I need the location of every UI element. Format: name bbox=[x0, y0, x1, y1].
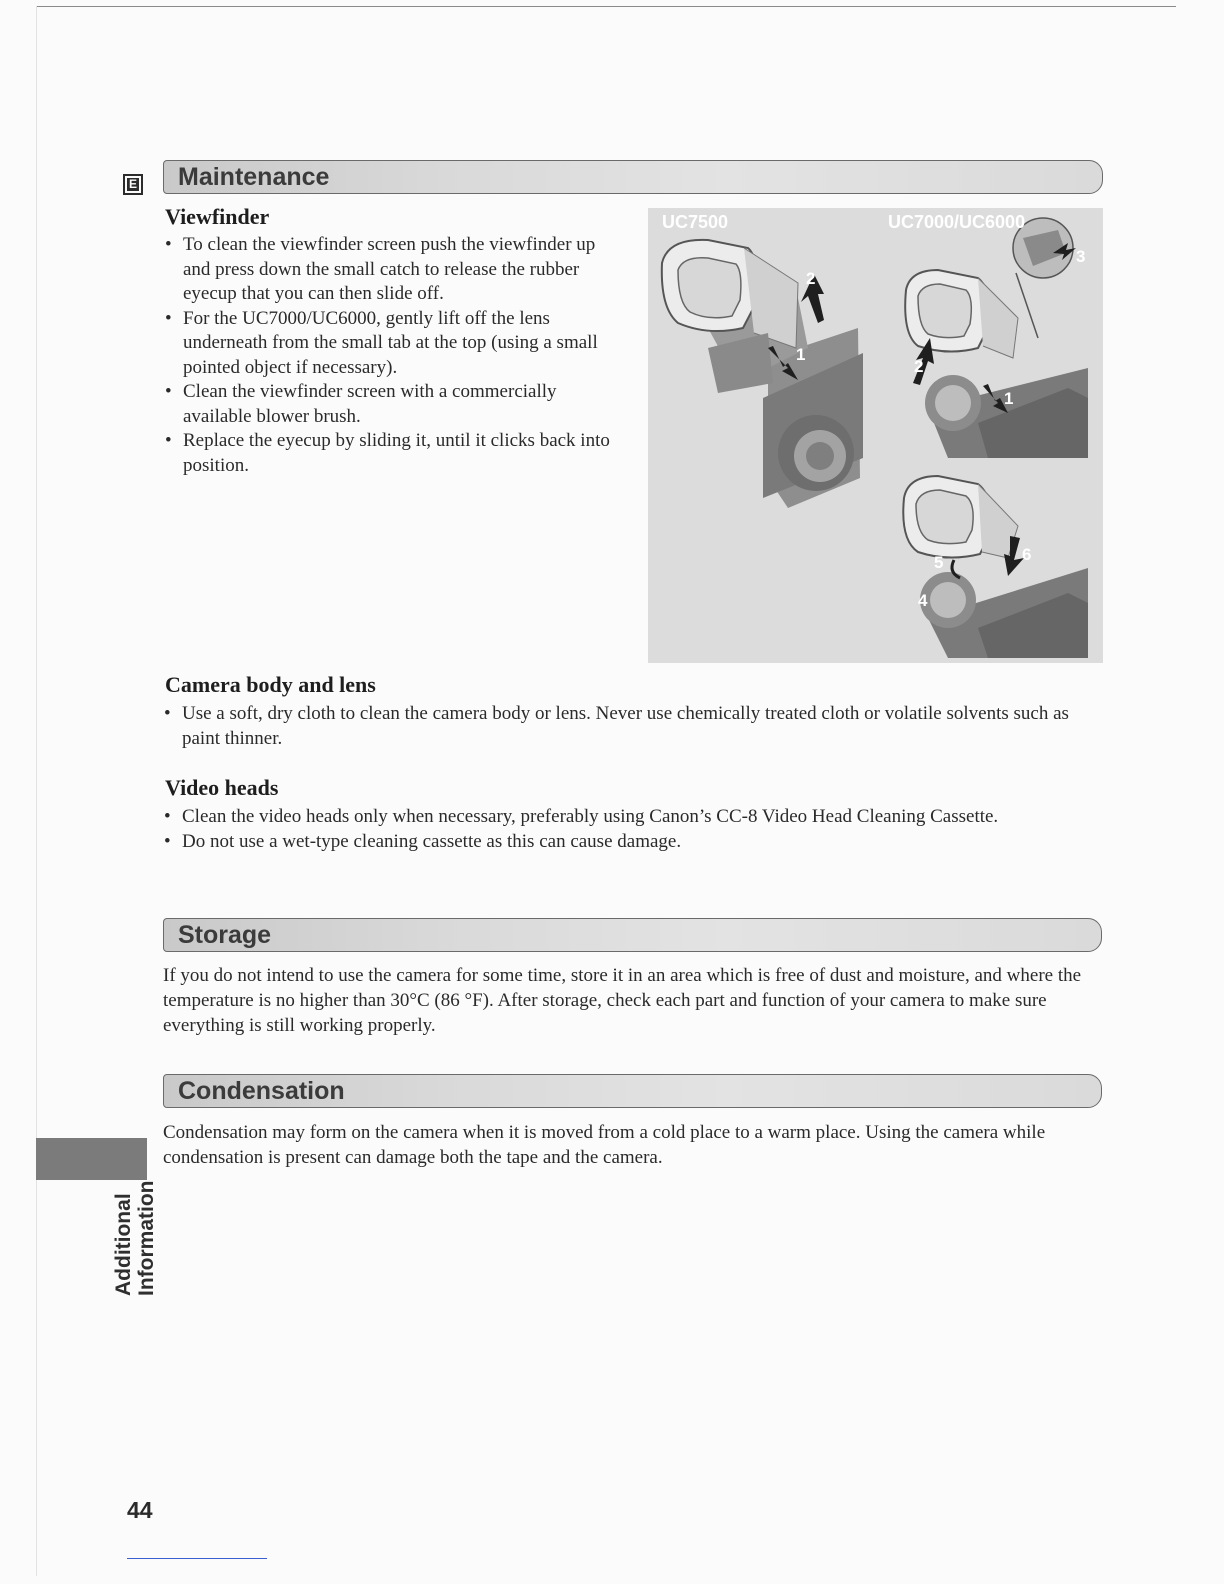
step-5-label: 5 bbox=[934, 553, 944, 572]
list-item: • Replace the eyecup by sliding it, until it clicks back into position. bbox=[163, 429, 613, 478]
step-3-label: 3 bbox=[1076, 247, 1086, 266]
viewfinder-heading: Viewfinder bbox=[165, 204, 270, 229]
language-badge bbox=[123, 174, 143, 195]
section-tab-line2: Information bbox=[135, 1180, 158, 1296]
camera-body-list bbox=[162, 702, 1092, 751]
list-item: • For the UC7000/UC6000, gently lift off the lens underneath from the small tab at the top (using a small pointed object if necessary). bbox=[163, 307, 613, 381]
step-2-label: 2 bbox=[806, 269, 816, 288]
step-6-label: 6 bbox=[1022, 545, 1032, 564]
left-rule bbox=[36, 6, 37, 1576]
storage-banner bbox=[163, 918, 1102, 952]
eyecup-removal-figure bbox=[648, 208, 1103, 663]
figure-label-uc7000: UC7000/UC6000 bbox=[888, 212, 1026, 232]
section-tab-marker bbox=[36, 1138, 147, 1180]
step-1-label: 1 bbox=[796, 345, 806, 364]
viewfinder-list bbox=[163, 233, 613, 478]
list-item: • Clean the video heads only when necessary, preferably using Canon’s CC-8 Video Head Cleaning Cassette. bbox=[162, 805, 1062, 830]
step-4-label: 4 bbox=[918, 591, 928, 610]
uc7000-camera-drawing-bottom bbox=[903, 476, 1088, 658]
uc7000-camera-drawing-top bbox=[905, 218, 1088, 458]
list-item: • Clean the viewfinder screen with a commercially available blower brush. bbox=[163, 380, 613, 429]
maintenance-title: Maintenance bbox=[178, 163, 330, 191]
condensation-banner bbox=[163, 1074, 1102, 1108]
footer-rule bbox=[127, 1558, 267, 1559]
video-heads-heading: Video heads bbox=[165, 775, 279, 800]
language-badge-letter: E bbox=[128, 177, 137, 191]
list-item: • Use a soft, dry cloth to clean the camera body or lens. Never use chemically treated cloth or volatile solvents such as paint thinner. bbox=[162, 702, 1092, 751]
condensation-title: Condensation bbox=[178, 1077, 345, 1105]
uc7500-camera-drawing bbox=[662, 240, 863, 508]
list-item: • To clean the viewfinder screen push the viewfinder up and press down the small catch to release the rubber eyecup that you can then slide off. bbox=[163, 233, 613, 307]
condensation-text: Condensation may form on the camera when it is moved from a cold place to a warm place. Using the camera while condensation is present can damage both the tape and the camera. bbox=[163, 1122, 1046, 1168]
figure-label-uc7500: UC7500 bbox=[662, 212, 729, 232]
section-tab-line1: Additional bbox=[112, 1193, 135, 1296]
list-item: • Do not use a wet-type cleaning cassette as this can cause damage. bbox=[162, 830, 1062, 855]
step-2b-label: 2 bbox=[914, 357, 924, 376]
maintenance-banner bbox=[163, 160, 1103, 194]
camera-body-heading: Camera body and lens bbox=[165, 672, 376, 697]
storage-text: If you do not intend to use the camera for some time, store it in an area which is free of dust and moisture, and where the temperature is no higher than 30°C (86 °F). After storage, check each part and function of your camera to make sure everything is still working properly. bbox=[163, 965, 1082, 1036]
step-1b-label: 1 bbox=[1004, 389, 1014, 408]
page-number: 44 bbox=[127, 1497, 153, 1523]
storage-title: Storage bbox=[178, 921, 272, 949]
eyecup-illustration bbox=[648, 208, 1103, 663]
video-heads-list bbox=[162, 805, 1062, 854]
top-rule bbox=[36, 6, 1176, 7]
section-tab-label bbox=[112, 1181, 158, 1297]
